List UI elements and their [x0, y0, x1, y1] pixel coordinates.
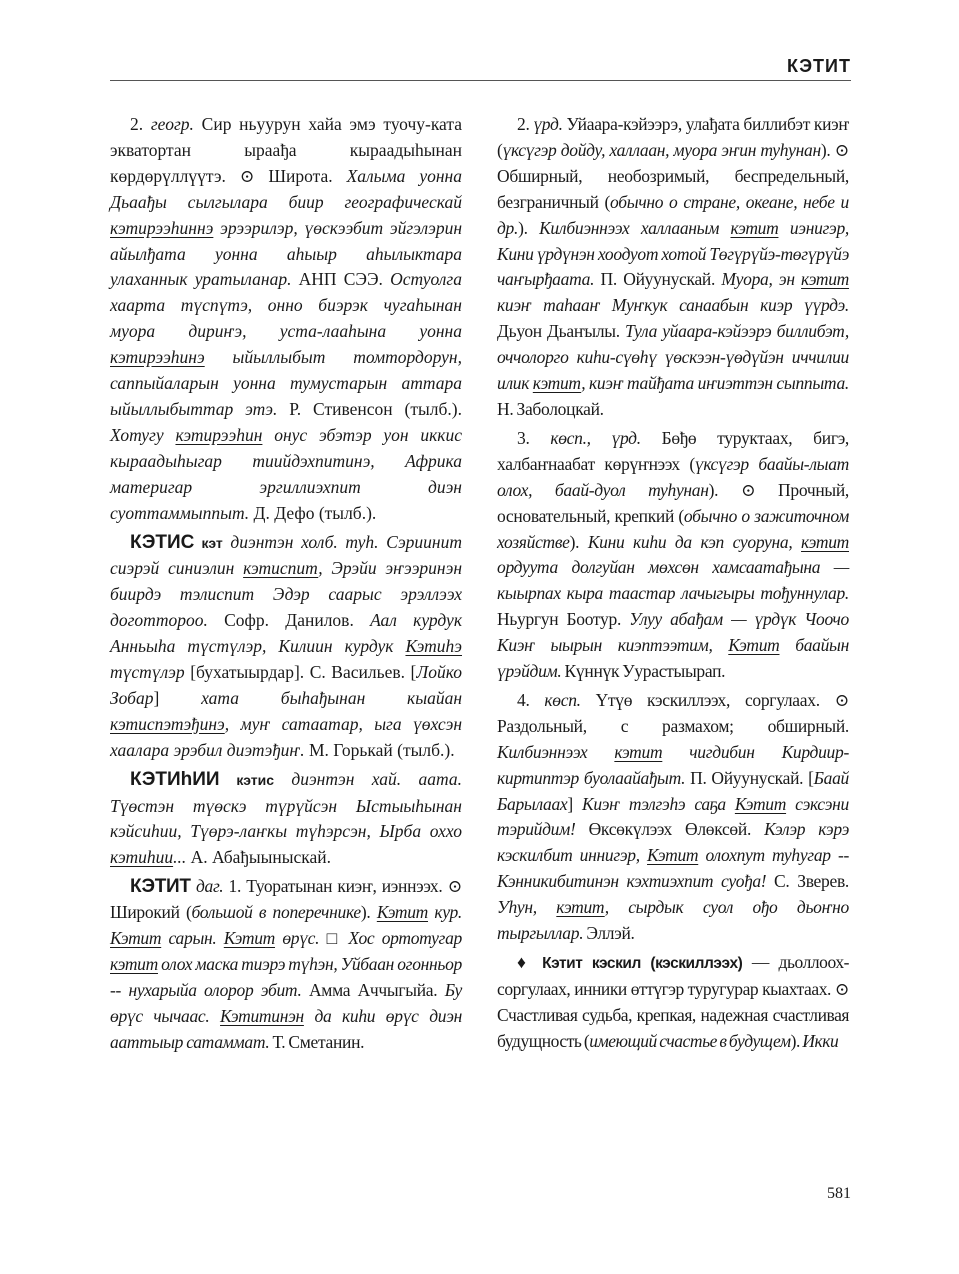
headword-reference: кэтирээhиннэ [110, 217, 214, 238]
headword-reference: кэтит [730, 217, 779, 238]
headword-reference: кэтирээhин [175, 424, 263, 445]
entry-ketihii: КЭТИhИИ кэтис диэнтэн хай. аата. Түөстэн түөскэ түрүйсэн Ыстыыhынан кэйсиhии, Түөрэ-лаҥкы түhэрсэн, Ырба оххо кэтиhии... А. Абађыыныскай. [110, 768, 462, 868]
square-symbol: □ [326, 928, 342, 949]
set-phrase: Кэтит кэскил (кэскиллээх) [532, 955, 743, 972]
headword-reference: Кэтиhэ [405, 636, 462, 657]
headword-reference: кэтит [801, 269, 850, 290]
entry-paragraph: 2. үрд. Уйаара-кэйээрэ, улађата биллибэт киэҥ (үксүгэр дойду, халлаан, муора эҥин туhунан). ⊙ Обширный, необозримый, беспредельный, безграничный (обычно о стране, океане, небе и др.). Килбиэннээх халлааным кэтит иэнигэр, Кини үрдүнэн хоодуот хотой Төгүрүйэ-төгүрүйэ чаҥырђаата. П. Ойуунускай. Муора, эн кэтит киэҥ таhааҥ Муҥкук санаабын киэр үүрдэ. Дьуон Дьаҥылы. Тула уйаара-кэйээрэ биллибэт, оччолорго киhи-сүөhү үөскээн-үөдүйэн иччилии илик кэтит, киэҥ тайђата иҥиэттэн сыппыта. Н. Заболоцкай. [497, 114, 850, 419]
headword-reference: кэтит [556, 897, 605, 918]
headword-reference: кэтиспит [243, 558, 319, 579]
headword-reference: кэтиhии [110, 847, 174, 868]
entry-phrase: ♦ Кэтит кэскил (кэскиллээх) — дьоллоох-соргулаах, инники өттүгэр туругурар кыахтаах. ⊙ Счастливая судьба, крепкая, надежная счастливая будущность (имеющий счастье в будущем). Икки [497, 952, 849, 1051]
headword-reference: Кэтит [223, 928, 275, 949]
headword-reference: Кэтит [734, 793, 787, 814]
running-head-word: КЭТИТ [787, 56, 851, 76]
headword-reference: Кэтитинэн [220, 1005, 304, 1026]
headword: КЭТИhИИ [130, 768, 220, 790]
entry-paragraph: 4. көсп. Үтүө кэскиллээх, соргулаах. ⊙ Раздольный, с размахом; обширный. Килбиэннээх кэтит чигдибин Кирдиир-киртиптэр буолаайађыт. П. Ойуунускай. [Баай Барылаах] Киэҥ тэлгэhэ саҕа Кэтит сэксэни тэрийдим! Өксөкүлээх Өлөксөй. Кэлэр кэрэ кэскилбит иннигэр, Кэтит олохпут туhугар -- Кэнникибитинэн кэхтиэхпит суођа! С. Зверев. Уhун, кэтит, сырдык суол ођо дьоҥно тыргыллар. Эллэй. [497, 689, 849, 944]
entry-paragraph: 3. көсп., үрд. Бөђө туруктаах, бигэ, халбаҥнаабат көрүҥнээх (үксүгэр баайы-лыат олох, баай-дуол туhунан). ⊙ Прочный, основательный, крепкий (обычно о зажиточном хозяйстве). Кини киhи да кэп суоруна, кэтит ордуута долгуйан мөхсөн хамсаатађына — кыырпах кыра таастар лачыгыры тођуннулар. Ньургун Боотур. Улуу абађам — үрдүк Чоочо Киэҥ ыырын киэптээтим, Кэтит баайын үрэйдим. Күннүк Уурастыырап. [497, 427, 850, 682]
headword: КЭТИС [130, 531, 195, 553]
headword-reference: Кэтит [647, 845, 699, 866]
headword-reference: кэтит [614, 741, 663, 762]
headword-reference: Кэтит [376, 902, 429, 923]
headword: КЭТИТ [130, 876, 191, 898]
entry-paragraph: 2. геогр. Сир ньуурун хайа эмэ туочу-ката экватортан ыраађа кыраадыhынан көрдөрүллүүтэ. ⊙ Широта. Халыма уонна Дьаађы сылгылара биир географическай кэтирээhиннэ эрээрилэр, үөскээбит эйгэлэрин айылђата уонна аhыыр аhылыктара улаханнык уратыланар. АНП СЭЭ. Остуолга хаарта түспүтэ, онно биэрэк чугаhынан муора дириҥэ, уста-лааhына уонна кэтирээhинэ ыйыллыбыт томтордорун, саппыйаларын уонна тумустарын аттара ыйыллыбыттар этэ. Р. Стивенсон (тылб.). Хотугу кэтирээhин онус эбэтэр уон иккис кыраадыhыгар тиийдэхпитинэ, Африка материгар эргиллиэхпит диэн суоттаммыппыт. Д. Дефо (тылб.). [110, 114, 463, 523]
left-column [110, 112, 462, 1059]
headword-reference: Кэтит [728, 635, 780, 656]
headword-reference: кэтит [532, 373, 582, 394]
running-header [110, 52, 851, 81]
headword-reference: кэтирээhинэ [110, 347, 205, 368]
right-column [497, 112, 849, 1058]
diamond-bullet-icon: ♦ [517, 952, 533, 972]
entry-ketit: КЭТИТ даг. 1. Туоратынан киэҥ, иэннээх. ⊙ Широкий (большой в поперечнике). Кэтит кур. Кэтит сарын. Кэтит өрүс. □ Хос ортотугар кэтит олох маска тиэрэ түhэн, Уйбаан огонньор -- нухарыйа олорор эбит. Амма Аччыгыйа. Бу өрүс чычаас. Кэтитинэн да киhи өрүс диэн ааттыыр сатаммат. Т. Сметанин. [110, 876, 462, 1052]
headword-reference: кэтит [110, 954, 158, 974]
headword-reference: кэтиспэтэђинэ [110, 713, 225, 734]
headword-reference: кэтит [801, 531, 849, 552]
entry-ketis: КЭТИС кэт диэнтэн холб. туh. Сэриинит сиэрэй синиэлин кэтиспит, Эрэйи эҥээринэн биирдэ тэлиспит Эдэр саарыс эрэллээх доготтороо. Софр. Данилов. Аал курдук Анньыhа түстүлэр, Килиин курдук Кэтиhэ түстүлэр [бухатыырдар]. С. Васильев. [Лойко Зобар] хата быhађынан кыайан кэтиспэтэђинэ, муҥ сатаатар, ыга үөхсэн хаалара эрэбил диэтэђиҥ. М. Горькай (тылб.). [110, 531, 463, 760]
headword-reference: Кэтит [110, 928, 162, 949]
page-number: 581 [827, 1185, 851, 1202]
